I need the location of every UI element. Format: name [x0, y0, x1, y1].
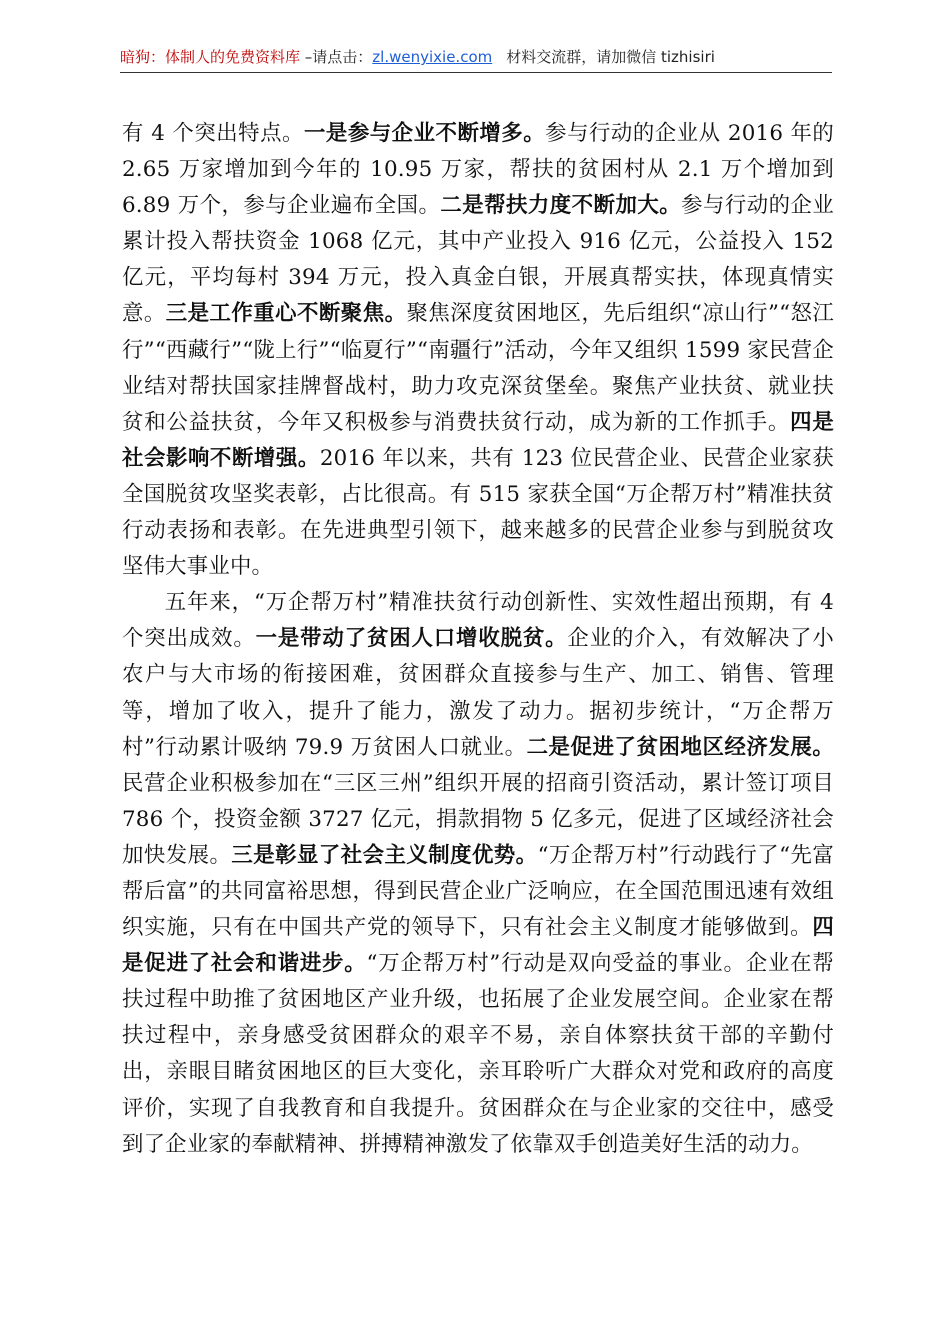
- bold-heading: 二是帮扶力度不断加大。: [440, 193, 682, 219]
- bold-heading: 四是促进了社会和谐进步。: [122, 915, 834, 977]
- text-segment: 2016 年以来，共有 123 位民营企业、民营企业家获全国脱贫攻坚奖表彰，占比很高。有 515 家获全国“万企帮万村”精准扶贫行动表扬和表彰。在先进典型引领下，越来越多的民营企业参与到脱贫攻坚伟大事业中。: [122, 445, 835, 580]
- bold-heading: 四是社会影响不断增强。: [122, 409, 834, 471]
- text-segment: 聚焦深度贫困地区，先后组织“凉山行”“怒江行”“西藏行”“陇上行”“临夏行”“南疆行”活动，今年又组织 1599 家民营企业结对帮扶国家挂牌督战村，助力攻克深贫堡垒。聚焦产业扶贫、就业扶贫和公益扶贫，今年又积极参与消费扶贫行动，成为新的工作抓手。: [122, 301, 834, 435]
- text-segment: 企业的介入，有效解决了小农户与大市场的衔接困难，贫困群众直接参与生产、加工、销售、管理等，增加了收入，提升了能力，激发了动力。据初步统计，“万企帮万村”行动累计吸纳 79.9 万贫困人口就业。: [122, 626, 834, 760]
- bold-heading: 二是促进了贫困地区经济发展。: [526, 734, 834, 760]
- page-header: [120, 46, 832, 73]
- text-segment: 民营企业积极参加在“三区三州”组织开展的招商引资活动，累计签订项目 786 个，投资金额 3727 亿元，捐款捐物 5 亿多元，促进了区域经济社会加快发展。: [122, 770, 834, 868]
- bold-heading: 一是参与企业不断增多。: [303, 121, 546, 146]
- text-segment: 五年来，“万企帮万村”精准扶贫行动创新性、实效性超出预期，有 4 个突出成效。: [122, 590, 834, 652]
- bold-heading: 三是彰显了社会主义制度优势。: [231, 842, 538, 868]
- paragraph-features: [122, 116, 834, 585]
- header-brand: 暗狗：体制人的免费资料库: [120, 48, 301, 66]
- header-note: 材料交流群，请加微信 tizhisiri: [506, 48, 715, 66]
- text-segment: 参与行动的企业从 2016 年的 2.65 万家增加到今年的 10.95 万家，帮扶的贫困村从 2.1 万个增加到 6.89 万个，参与企业遍布全国。: [122, 121, 834, 219]
- text-segment: “万企帮万村”行动践行了“先富帮后富”的共同富裕思想，得到民营企业广泛响应，在全国范围迅速有效组织实施，只有在中国共产党的领导下，只有社会主义制度才能够做到。: [122, 842, 834, 941]
- text-segment: 有 4 个突出特点。: [122, 121, 304, 146]
- header-link[interactable]: zl.wenyixie.com: [372, 48, 493, 66]
- text-segment: “万企帮万村”行动是双向受益的事业。企业在帮扶过程中助推了贫困地区产业升级，也拓展了企业发展空间。企业家在帮扶过程中，亲身感受贫困群众的艰辛不易，亲自体察扶贫干部的辛勤付出，亲眼目睹贫困地区的巨大变化，亲耳聆听广大群众对党和政府的高度评价，实现了自我教育和自我提升。贫困群众在与企业家的交往中，感受到了企业家的奉献精神、拼搏精神激发了依靠双手创造美好生活的动力。: [122, 951, 834, 1157]
- document-body: [122, 116, 834, 1163]
- paragraph-results: [122, 585, 834, 1163]
- bold-heading: 三是工作重心不断聚焦。: [165, 301, 407, 327]
- bold-heading: 一是带动了贫困人口增收脱贫。: [255, 626, 568, 652]
- text-segment: 参与行动的企业累计投入帮扶资金 1068 亿元，其中产业投入 916 亿元，公益投入 152 亿元，平均每村 394 万元，投入真金白银，开展真帮实扶，体现真情实意。: [122, 193, 835, 327]
- header-prompt: –请点击：: [300, 48, 373, 66]
